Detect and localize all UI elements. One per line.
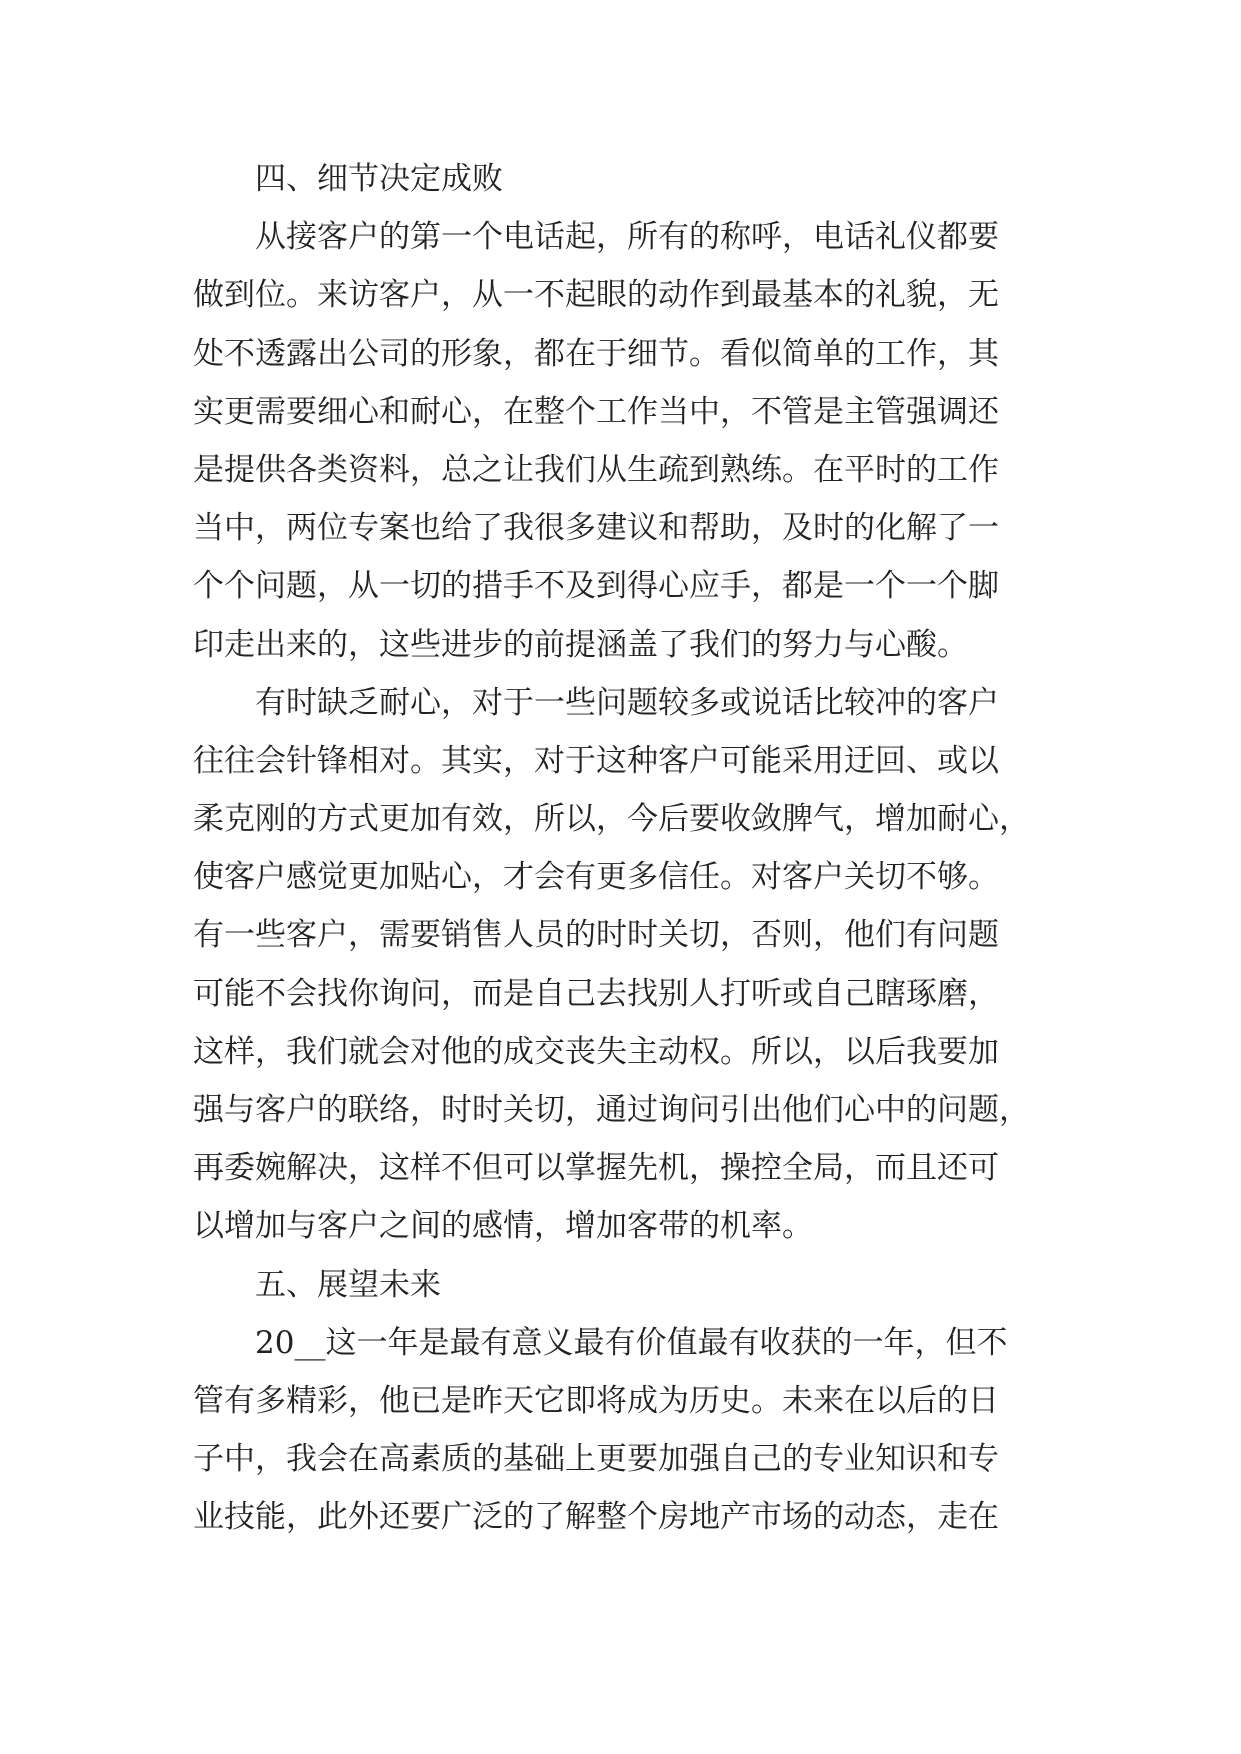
- paragraph-line: 从接客户的第一个电话起，所有的称呼，电话礼仪都要: [255, 219, 999, 256]
- paragraph-line: 可能不会找你询问，而是自己去找别人打听或自己瞎琢磨，: [193, 975, 999, 1012]
- paragraph-line: 以增加与客户之间的感情，增加客带的机率。: [193, 1208, 813, 1245]
- paragraph-line: 处不透露出公司的形象，都在于细节。看似简单的工作，其: [193, 335, 999, 372]
- paragraph-line: 20__这一年是最有意义最有价值最有收获的一年，但不: [255, 1324, 1008, 1361]
- paragraph-line: 再委婉解决，这样不但可以掌握先机，操控全局，而且还可: [193, 1150, 999, 1187]
- paragraph-line: 这样，我们就会对他的成交丧失主动权。所以，以后我要加: [193, 1033, 999, 1070]
- section-heading-details: 四、细节决定成败: [255, 161, 503, 197]
- paragraph-line: 做到位。来访客户，从一不起眼的动作到最基本的礼貌，无: [193, 277, 999, 314]
- paragraph-line: 是提供各类资料，总之让我们从生疏到熟练。在平时的工作: [193, 451, 999, 488]
- paragraph-line: 印走出来的，这些进步的前提涵盖了我们的努力与心酸。: [193, 626, 968, 663]
- section-heading-outlook: 五、展望未来: [255, 1266, 441, 1303]
- paragraph-line: 往往会针锋相对。其实，对于这种客户可能采用迂回、或以: [193, 742, 999, 779]
- paragraph-line: 业技能，此外还要广泛的了解整个房地产市场的动态，走在: [193, 1499, 999, 1536]
- paragraph-line: 当中，两位专案也给了我很多建议和帮助，及时的化解了一: [193, 510, 999, 547]
- paragraph-line: 有时缺乏耐心，对于一些问题较多或说话比较冲的客户: [255, 684, 999, 721]
- paragraph-line: 个个问题，从一切的措手不及到得心应手，都是一个一个脚: [193, 568, 999, 605]
- paragraph-line: 使客户感觉更加贴心，才会有更多信任。对客户关切不够。: [193, 859, 999, 896]
- paragraph-line: 有一些客户，需要销售人员的时时关切，否则，他们有问题: [193, 917, 999, 954]
- paragraph-line: 管有多精彩，他已是昨天它即将成为历史。未来在以后的日: [193, 1382, 999, 1419]
- paragraph-line: 实更需要细心和耐心，在整个工作当中，不管是主管强调还: [193, 393, 999, 430]
- paragraph-line: 强与客户的联络，时时关切，通过询问引出他们心中的问题，: [193, 1092, 1030, 1128]
- paragraph-line: 柔克刚的方式更加有效，所以，今后要收敛脾气，增加耐心，: [193, 801, 1030, 838]
- paragraph-line: 子中，我会在高素质的基础上更要加强自己的专业知识和专: [193, 1441, 999, 1478]
- document-page: [193, 160, 1059, 1557]
